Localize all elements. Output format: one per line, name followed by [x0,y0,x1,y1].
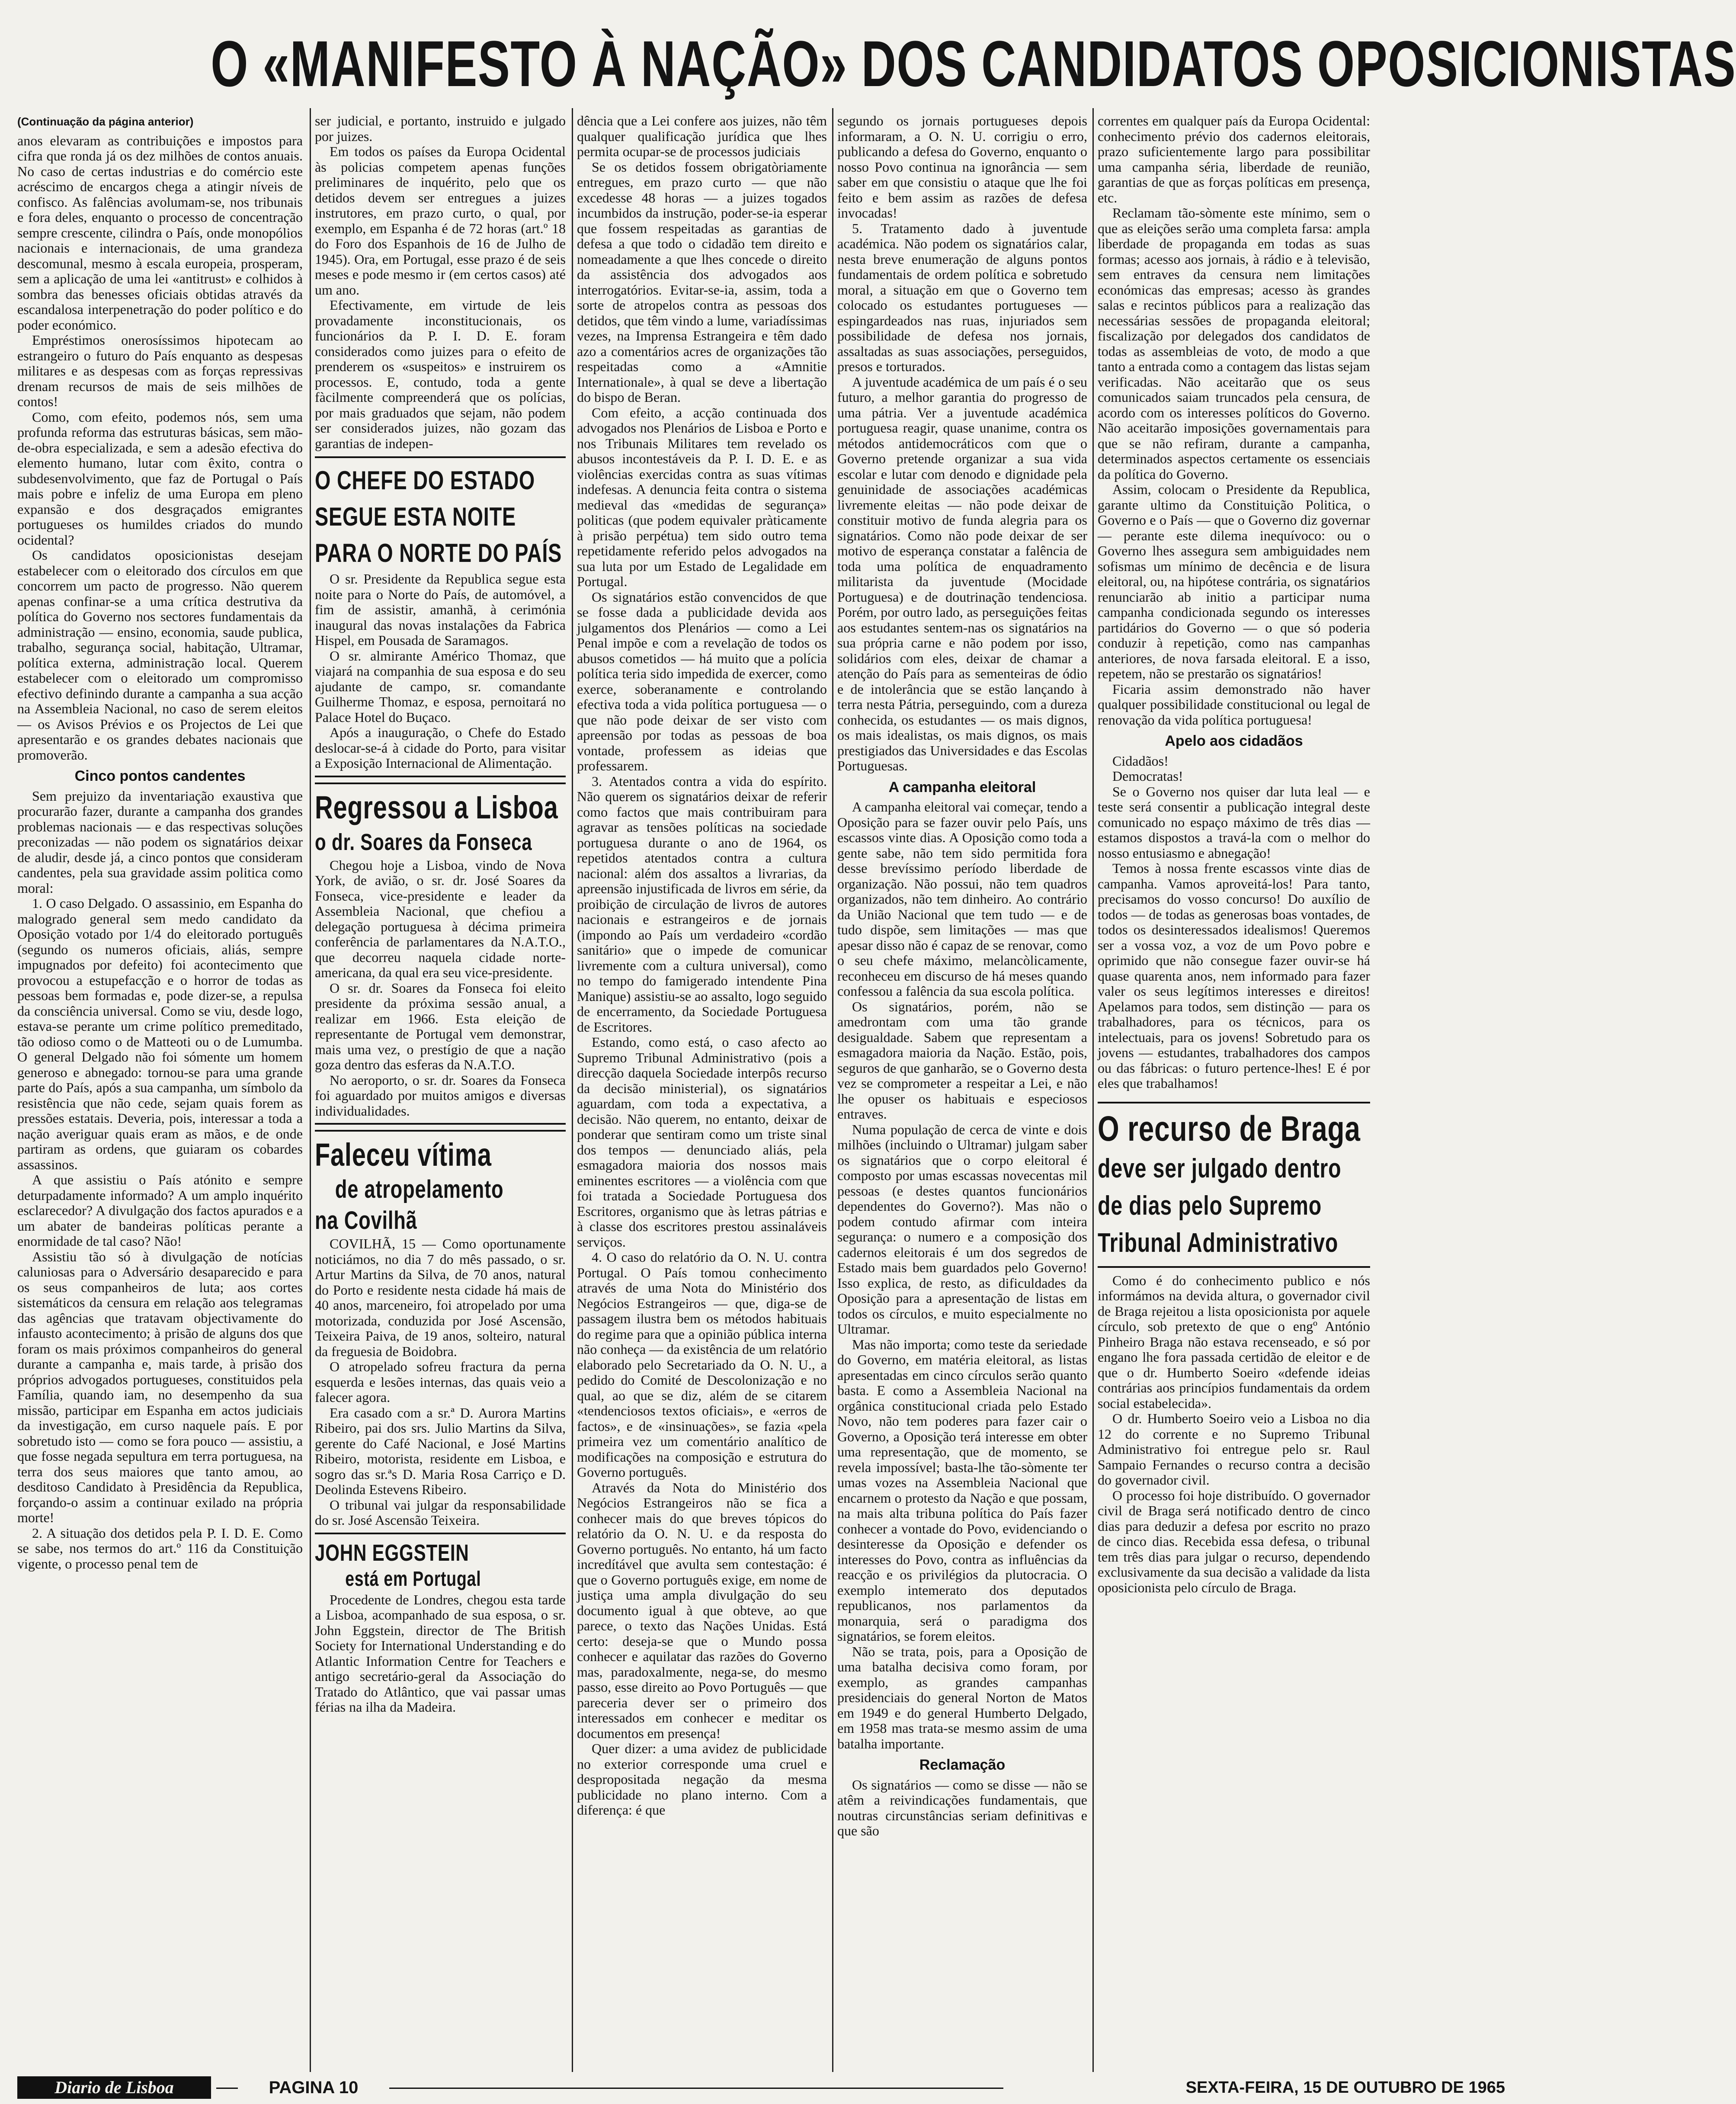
paragraph: Assistiu tão só à divulgação de notícias caluniosas para o Adversário desaparecido e para os seus companheiros de luta; aos cortes sistemáticos da censura em relação aos telegramas das agências que tratavam objectivamente do infausto acontecimento; à prisão de alguns dos que foram os mais próximos companheiros do general durante a campanha e, mais tarde, à prisão dos próprios advogados portugueses, constituidos pela Família, quando iam, no desempenho da sua missão, participar em Espanha em actos judiciais da investigação, em curso naquele país. E por sobretudo isto — como se fora pouco — assistiu, a que fosse negada sepultura em terra portuguesa, na terra dos seus maiores que tanto amou, ao desditoso Candidato à Presidência da Republica, forçando-o assim a continuar exilado na própria morte! [17,1248,303,1525]
column-rule [832,108,833,2072]
paragraph: Efectivamente, em virtude de leis provadamente inconstitucionais, os funcionários da P. I. D. E. foram considerados como juizes para o efeito de prenderem os «suspeitos» e instruirem os processos. E, contudo, toda a gente fàcilmente compreenderá que os polícias, por mais graduados que sejam, não podem ser considerados juizes, não gozam das garantias de indepen- [315,297,566,451]
paragraph: Numa população de cerca de vinte e dois milhões (incluindo o Ultramar) julgam saber os signatários que o corpo eleitoral é composto por umas escassas novecentas mil pessoas (e destes quantos funcionários dependentes do Governo?). Mas não o podem contudo afirmar com inteira segurança: o numero e a composição dos cadernos eleitorais é um dos segredos de Estado mais bem guardados pelo Governo! Isso explica, de resto, as dificuldades da Oposição para a apresentação de listas em todos os círculos, e muito especialmente no Ultramar. [837,1121,1087,1337]
news-headline: de dias pelo Supremo [1098,1190,1322,1221]
news-headline: Faleceu vítima [315,1137,492,1173]
paragraph: ser judicial, e portanto, instruido e julgado por juizes. [315,113,566,144]
article-column-4 [837,113,1087,2073]
paragraph: Os candidatos oposicionistas desejam estabelecer com o eleitorado dos círculos em que concorrem um pacto de progresso. Não querem apenas confinar-se a uma crítica destrutiva da política do Governo nos sectores fundamentais da administração — ensino, economia, saude publica, trabalho, segurança social, habitação, Ultramar, política externa, administração local. Querem estabelecer com o eleitorado um compromisso efectivo definindo durante a campanha a sua acção na Assembleia Nacional, no caso de serem eleitos — os Avisos Prévios e os Projectos de Lei que apresentarão e os grandes debates nacionais que promoverão. [17,547,303,763]
newspaper-masthead: Diario de Lisboa [17,2076,211,2099]
paragraph: Mas não importa; como teste da seriedade do Governo, em matéria eleitoral, as listas apresentadas em cinco círculos serão quanto basta. E como a Assembleia Nacional na orgânica constitucional criada pelo Estado Novo, não tem poderes para fazer cair o Governo, a Oposição terá interesse em obter uma representação, que de momento, se revela impossível; basta-lhe tão-sòmente ter umas vozes na Assembleia Nacional que encarnem o protesto da Nação e que possam, na mais alta tribuna política do País fazer conhecer a vontade do Povo, evidenciando o desinteresse da Oposição e defender os interesses do Povo, contra as influências da reacção e os privilégios da plutocracia. O exemplo intemerato dos deputados republicanos, nos parlamentos da monarquia, será o paradigma dos signatários, se forem eleitos. [837,1336,1087,1644]
news-headline-line: O CHEFE DO ESTADO [315,466,535,495]
column-rule [572,108,573,2072]
paragraph: 4. O caso do relatório da O. N. U. contra Portugal. O País tomou conhecimento através de uma Nota do Ministério dos Negócios Estrangeiros — que, diga-se de passagem ilustra bem os métodos habituais do regime para que a opinião pública interna não conheça — da existência de um relatório elaborado pelo Secretariado da O. N. U., a pedido do Comité de Descolonização e no qual, ao que se diz, além de se citarem «tendenciosos textos oficiais», e «erros de factos», e de «insinuações», se fazia «pela primeira vez um comentário analítico de modificações na composição e estrutura do Governo português. [577,1249,827,1480]
paragraph: Sem prejuizo da inventariação exaustiva que procurarão fazer, durante a campanha dos grandes problemas nacionais — e das respectivas soluções preconizadas — não podem os signatários deixar de aludir, desde já, a cinco pontos que consideram candentes, pela sua gravidade assim politica como moral: [17,788,303,896]
paragraph: Quer dizer: a uma avidez de publicidade no exterior corresponde uma cruel e despropositada negação da mesma publicidade no plano interno. Com a diferença: é que [577,1741,827,1818]
paragraph: Em todos os países da Europa Ocidental às policias competem apenas funções preliminares de inquérito, pelo que os detidos devem ser entregues a juizes instrutores, em prazo curto, o qual, por exemplo, em Espanha é de 72 horas (art.º 18 do Foro dos Espanhois de 16 de Julho de 1945). Ora, em Portugal, esse prazo é de seis meses e pode mesmo ir (em certos casos) até um ano. [315,144,566,298]
paragraph: O sr. Presidente da Republica segue esta noite para o Norte do País, de automóvel, a fim de assistir, amanhã, à cerimónia inaugural das novas instalações da Fabrica Hispel, em Pousada de Saramagos. [315,571,566,648]
news-headline: O recurso de Braga [1098,1109,1361,1148]
paragraph: Os signatários, porém, não se amedrontam com uma tão grande desigualdade. Sabem que representam a esmagadora maioria da Nação. Estão, pois, seguros de que ganharão, se o Governo desta vez se comprometer a respeitar a Lei, e não lhe opuser os habituais e especiosos entraves. [837,998,1087,1122]
paragraph: Não se trata, pois, para a Oposição de uma batalha decisiva como foram, por exemplo, as grandes campanhas presidenciais do general Norton de Matos em 1949 e do general Humberto Delgado, em 1958 mas trata-se mesmo assim de uma batalha importante. [837,1643,1087,1751]
article-column-5 [1098,113,1370,2073]
paragraph: Como é do conhecimento publico e nós informámos na devida altura, o governador civil de Braga rejeitou a lista oposicionista por aquele círculo, sob pretexto de que o engº António Pinheiro Braga não estava recenseado, e só por engano lhe fora passada certidão de eleitor e de que o dr. Humberto Soeiro «defende ideias contrárias aos princípios fundamentais da ordem social estabelecida». [1098,1272,1370,1411]
footer-rule [216,2088,238,2089]
paragraph: A campanha eleitoral vai começar, tendo a Oposição para se fazer ouvir pelo País, uns escassos vinte dias. A Oposição como toda a gente sabe, não tem sido permitida fora desse brevíssimo período liberdade de organização. Não possui, não tem quadros organizados, não tem dinheiro. Ao contrário da União Nacional que tem tudo — e de tudo dispõe, sem limitações — mas que apesar disso não é capaz de se renovar, como o seu chefe máximo, melancòlicamente, reconheceu em discurso de há meses quando confessou a falência da sua escola política. [837,799,1087,999]
news-subheadline: está em Portugal [345,1567,481,1591]
paragraph: O processo foi hoje distribuído. O governador civil de Braga será notificado dentro de cinco dias para deduzir a defesa por escrito no prazo de cinco dias. Recebida essa defesa, o tribunal tem três dias para julgar o recurso, dependendo exclusivamente da sua decisão a validade da lista oposicionista pelo círculo de Braga. [1098,1487,1370,1595]
paragraph: Com efeito, a acção continuada dos advogados nos Plenários de Lisboa e Porto e nos Tribunais Militares tem revelado os abusos incontestáveis da P. I. D. E. e as violências exercidas contra as suas vítimas indefesas. A denuncia feita contra o sistema medieval das «medidas de segurança» politicas (que podem equivaler pràticamente à prisão perpétua) tem sido outro tema repetidamente referido pelos advogados na sua luta por um Estado de Legalidade em Portugal. [577,404,827,589]
paragraph: COVILHÃ, 15 — Como oportunamente noticiámos, no dia 7 do mês passado, o sr. Artur Martins da Silva, de 70 anos, natural do Porto e residente nesta cidade há mais de 40 anos, marceneiro, foi atropelado por uma motorizada, conduzida por José Ascensão, Teixeira Paiva, de 19 anos, solteiro, natural da freguesia de Boidobra. [315,1236,566,1359]
news-headline: Tribunal Administrativo [1098,1228,1339,1258]
news-headline-line: SEGUE ESTA NOITE [315,502,516,531]
news-item-eggstein [315,1540,566,1715]
paragraph: Reclamam tão-sòmente este mínimo, sem o que as eleições serão uma completa farsa: ampla liberdade de propaganda em todas as suas formas; acesso aos jornais, à rádio e à televisão, sem entraves da censura nem limitações económicas das empresas; acesso às grandes salas e recintos públicos para a realização das necessárias sessões de propaganda eleitoral; fiscalização por delegados dos candidatos de todas as assembleias de voto, de modo a que tanto a entrada como a contagem das listas sejam verificadas. Não aceitarão que os seus comunicados saiam truncados pela censura, de acordo com os interesses políticos do Governo. Não aceitarão imposições governamentais para que se não refiram, durante a campanha, determinados aspectos certamente os essenciais da política do Governo. [1098,205,1370,482]
paragraph: 1. O caso Delgado. O assassinio, em Espanha do malogrado general sem medo candidato da Oposição votado por 1/4 do eleitorado português (segundo os numeros oficiais, aliás, sempre impugnados por defeito) foi acontecimento que provocou a estupefacção e o horror de todas as pessoas bem formadas e, pode dizer-se, a repulsa da consciência universal. Como se viu, desde logo, estava-se perante um crime político premeditado, tão odioso como o de Matteoti ou o de Lumumba. O general Delgado não foi sómente um homem generoso e abnegado: tornou-se para uma grande parte do País, após a sua campanha, um símbolo da resistência que não cede, sejam quais forem as pressões estatais. Deveria, pois, interessar a toda a nação averiguar quais eram as mãos, e de onde partiram as ordens, que guiaram os cobardes assassinos. [17,895,303,1172]
article-column-2 [315,113,566,2073]
paragraph: Temos à nossa frente escassos vinte dias de campanha. Vamos aproveitá-los! Para tanto, precisamos do vosso concurso! Do auxílio de todos — de todas as generosas boas vontades, de todos os desinteressados idealismos! Queremos ser a vossa voz, a voz de um Povo pobre e oprimido que não consegue fazer ouvir-se há quase quarenta anos, nem informado para fazer valer os seus legítimos interesses e direitos! Apelamos para todos, sem distinção — para os trabalhadores, para os técnicos, para os intelectuais, para os jovens! Sobretudo para os jovens — estudantes, trabalhadores dos campos ou das fábricas: o futuro pertence-lhes! E é por eles que trabalhamos! [1098,860,1370,1091]
paragraph: Como, com efeito, podemos nós, sem uma profunda reforma das estruturas básicas, sem mão-de-obra especializada, e sem a adesão efectiva do elemento humano, lutar com êxito, contra o subdesenvolvimento, que faz de Portugal o País mais pobre e infeliz de uma Europa em pleno expansão e dos desgraçados emigrantes portugueses os humildes criados do mundo ocidental? [17,409,303,548]
article-column-1 [17,113,303,2073]
subheading: A campanha eleitoral [888,779,1036,795]
paragraph: Assim, colocam o Presidente da Republica, garante ultimo da Constituição Politica, o Governo e o País — que o Governo diz governar — perante este dilema inequívoco: ou o Governo lhes assegura sem ambiguidades nem sofismas um mínimo de decência e de lisura eleitoral, ou, na hipótese contrária, os signatários renunciarão ab initio a participar numa campanha condicionada segundo os interesses partidários do Governo — o que só poderia conduzir à repetição, como nas campanhas anteriores, de nova farsada eleitoral. E a isso, repetem, não se prestarão os signatários! [1098,481,1370,681]
paragraph: segundo os jornais portugueses depois informaram, a O. N. U. corrigiu o erro, publicando a defesa do Governo, enquanto o nosso Povo continua na ignorância — sem saber em que consistiu o ataque que lhe foi feito e bem assim as razões de defesa invocadas! [837,113,1087,221]
paragraph: Se os detidos fossem obrigatòriamente entregues, em prazo curto — que não excedesse 48 horas — a juizes togados incumbidos da instrução, poder-se-ia esperar que fossem respeitadas as garantias de defesa a que todo o cidadão tem direito e nomeadamente a que lhes concede o direito da assistência dos advogados aos interrogatórios. Evitar-se-ia, assim, toda a sorte de atropelos contra as pessoas dos detidos, que têm vindo a lume, variadíssimas vezes, na Imprensa Estrangeira e têm dado azo a comentários acres de organizações tão respeitadas como a «Amnitie Internationale», à qual se deve a libertação do bispo de Beran. [577,159,827,405]
paragraph: O atropelado sofreu fractura da perna esquerda e lesões internas, das quais veio a falecer agora. [315,1359,566,1405]
news-headline: deve ser julgado dentro [1098,1153,1342,1184]
paragraph: Após a inauguração, o Chefe do Estado deslocar-se-á à cidade do Porto, para visitar a Exposição Internacional de Alimentação. [315,725,566,771]
news-headline: JOHN EGGSTEIN [315,1540,469,1566]
exclamation-line: Democratas! [1112,768,1183,784]
subheading: Apelo aos cidadãos [1165,733,1303,749]
subheading: Cinco pontos candentes [74,768,246,784]
exclamation-line: Cidadãos! [1112,753,1169,769]
paragraph: O sr. almirante Américo Thomaz, que viajará na companhia de sua esposa e do seu ajudante de campo, sr. comandante Guilherme Thomaz, e esposa, pernoitará no Palace Hotel do Buçaco. [315,648,566,725]
column-rule [310,108,311,2072]
page-banner-headline: O «MANIFESTO À NAÇÃO» DOS CANDIDATOS OPOSICIONISTAS [211,27,1736,100]
issue-date: SEXTA-FEIRA, 15 DE OUTUBRO DE 1965 [1185,2078,1505,2097]
paragraph: Os signatários estão convencidos de que se fosse dada a publicidade devida aos julgamentos dos Plenários — como a Lei Penal impõe e com a revelação de todos os abusos cometidos — há muito que a polícia política teria sido impedida de exercer, como exerce, soberanamente e controlando efectiva toda a vida política portuguesa — o que não pode deixar de ser visto com apreensão por todas as pessoas de boa vontade, professem as ideias que professarem. [577,589,827,773]
paragraph: A que assistiu o País atónito e sempre deturpadamente informado? A um amplo inquérito esclarecedor? A divulgação dos factos apurados e a um abater de bandeiras políticas perante a enormidade de tal caso? Não! [17,1172,303,1249]
news-item-chefe-estado [315,456,566,777]
news-headline: de atropelamento [335,1175,504,1203]
paragraph: O dr. Humberto Soeiro veio a Lisboa no dia 12 do corrente e no Supremo Tribunal Administrativo foi entregue pelo sr. Raul Sampaio Fernandes o recurso contra a decisão do governador civil. [1098,1411,1370,1488]
paragraph: Chegou hoje a Lisboa, vindo de Nova York, de avião, o sr. dr. José Soares da Fonseca, vice-presidente e leader da Assembleia Nacional, que chefiou a delegação portuguesa à décima primeira conferência de parlamentares da N.A.T.O., que decorreu naquela cidade norte-americana, da qual era seu vice-presidente. [315,857,566,980]
paragraph: No aeroporto, o sr. dr. Soares da Fonseca foi aguardado por muitos amigos e diversas individualidades. [315,1072,566,1119]
subheading: Reclamação [919,1757,1006,1773]
news-subheadline: o dr. Soares da Fonseca [315,829,532,855]
paragraph: dência que a Lei confere aos juizes, não têm qualquer qualificação jurídica que lhes permita ocupar-se de processos judiciais [577,113,827,159]
page-number: PAGINA 10 [269,2078,359,2097]
paragraph: O tribunal vai julgar da responsabilidade do sr. José Ascensão Teixeira. [315,1497,566,1528]
paragraph: 2. A situação dos detidos pela P. I. D. E. Como se sabe, nos termos do art.º 116 da Constituição vigente, o processo penal tem de [17,1525,303,1572]
news-item-recurso-braga [1098,1102,1370,1268]
article-column-3 [577,113,827,2073]
paragraph: Procedente de Londres, chegou esta tarde a Lisboa, acompanhado de sua esposa, o sr. John Eggstein, director de The British Society for International Understanding e do Atlantic Information Centre for Teachers e antigo secretário-geral da Associação do Tratado do Atlântico, que vai passar umas férias na ilha da Madeira. [315,1591,566,1715]
paragraph: Estando, como está, o caso afecto ao Supremo Tribunal Administrativo (pois a direcção daquela Sociedade interpôs recurso da decisão ministerial), os signatários aguardam, com toda a expectativa, a decisão. Não querem, no entanto, deixar de ponderar que sentiram como um triste sinal dos tempos — denunciado aliás, pela esmagadora maioria dos nossos mais eminentes escritores — a violência com que foi tratada a Sociedade Portuguesa dos Escritores, organismo que às letras pátrias e à classe dos escritores prestou assinaláveis serviços. [577,1034,827,1250]
paragraph: Ficaria assim demonstrado não haver qualquer possibilidade constitucional ou legal de renovação da vida política portuguesa! [1098,681,1370,728]
paragraph: Se o Governo nos quiser dar luta leal — e teste será consentir a publicação integral deste comunicado no espaço máximo de três dias — estamos dispostos a travá-la com o melhor do nosso entusiasmo e abnegação! [1098,783,1370,861]
news-item-covilha [315,1130,566,1534]
news-headline: Regressou a Lisboa [315,789,558,825]
paragraph: Empréstimos onerosíssimos hipotecam ao estrangeiro o futuro do País enquanto as despesas militares e as despesas com as forças repressivas drenam recursos de mais de seis milhões de contos! [17,332,303,409]
continuation-label: (Continuação da página anterior) [17,115,194,128]
news-headline: na Covilhã [315,1206,417,1235]
footer-rule [389,2088,1003,2089]
paragraph: anos elevaram as contribuições e impostos para cifra que ronda já os dez milhões de contos anuais. No caso de certas industrias e do comércio este acréscimo de encargos chega a atingir níveis de confisco. As falências avolumam-se, nos tribunais e fora deles, enquanto o processo de concentração sempre crescente, cilindra o País, onde monopólios nacionais e internacionais, de uma grandeza descomunal, mesmo à escala europeia, prosperam, sem a aplicação de uma lei «antitrust» e colhidos à sombra das benesses oficiais obtidas através da escandalosa interpenetração do poder político e do poder económico. [17,132,303,333]
paragraph: Os signatários — como se disse — não se atêm a reivindicações fundamentais, que noutras circunstâncias seriam definitivas e que são [837,1777,1087,1838]
paragraph: 3. Atentados contra a vida do espírito. Não querem os signatários deixar de referir como factos que mais contribuiram para agravar as tensões políticas na sociedade portuguesa durante o ano de 1964, os repetidos atentados contra a cultura nacional: além dos assaltos a livrarias, da apreensão injustificada de livros em série, da proibição de circulação de livros de autores nacionais e estrangeiros e de jornais (impondo ao País um verdadeiro «cordão sanitário» que o impede de comunicar livremente com a cultura universal), como no tempo do famigerado intendente Pina Manique) assistiu-se ao assalto, logo seguido de encerramento, da Sociedade Portuguesa de Escritores. [577,773,827,1035]
news-item-soares-fonseca [315,783,566,1125]
paragraph: Era casado com a sr.ª D. Aurora Martins Ribeiro, pai dos srs. Julio Martins da Silva, gerente do Café Nacional, e José Martins Ribeiro, motorista, residente em Lisboa, e sogro das sr.ªs D. Maria Rosa Carriço e D. Deolinda Estevens Ribeiro. [315,1405,566,1497]
paragraph: 5. Tratamento dado à juventude académica. Não podem os signatários calar, nesta breve enumeração de alguns pontos fundamentais de ordem política e sobretudo moral, a situação em que o Governo tem colocado os estudantes portugueses — espingardeados nas ruas, injuriados sem possibilidade de defesa nos jornais, assaltadas as suas associações, perseguidos, presos e torturados. [837,220,1087,374]
paragraph: A juventude académica de um país é o seu futuro, a melhor garantia do progresso de uma pátria. Ver a juventude académica portuguesa reagir, quase unanime, contra os métodos antidemocráticos com que o Governo pretende organizar a sua vida escolar e lutar com denodo e dignidade pela genuinidade de associações académicas livremente eleitas — não pode deixar de constituir motivo de funda alegria para os signatários. Como não pode deixar de ser motivo de esperança constatar a falência de toda uma política de enquadramento militarista da juventude (Mocidade Portuguesa) e de doutrinação tendenciosa. Porém, por outro lado, as perseguições feitas aos estudantes sentem-nas os signatários na sua própria carne e não podem por isso, solidários com eles, deixar de chamar a atenção do País para as sementeiras de ódio e de intolerância que se estão lançando à terra nesta Pátria, perseguindo, com a dureza conhecida, os estudantes — os mais dignos, os mais idealistas, os mais dignos, os mais prestigiados das Universidades e das Escolas Portuguesas. [837,374,1087,773]
column-rule [1092,108,1094,2072]
paragraph: Através da Nota do Ministério dos Negócios Estrangeiros não se fica a conhecer mais do que breves tópicos do relatório da O. N. U. e da resposta do Governo português. No entanto, há um facto incredítável que avulta sem contestação: é que o Governo português exige, em nome de justiça uma ampla divulgação do seu documento igual à que obteve, ao que parece, o texto das Nações Unidas. Está certo: deseja-se que o Mundo possa conhecer e aquilatar das razões do Governo mas, paradoxalmente, nega-se, do mesmo passo, esse direito ao Povo Português — que pareceria dever ser o primeiro dos interessados em conhecer e meditar os documentos em presença! [577,1479,827,1741]
paragraph: O sr. dr. Soares da Fonseca foi eleito presidente da próxima sessão anual, a realizar em 1966. Esta eleição de representante de Portugal vem demonstrar, mais uma vez, o prestígio de que a nação goza dentro das esferas da N.A.T.O. [315,980,566,1072]
news-headline-line: PARA O NORTE DO PAÍS [315,539,562,568]
paragraph: correntes em qualquer país da Europa Ocidental: conhecimento prévio dos cadernos eleitorais, prazo suficientemente largo para possibilitar uma campanha séria, liberdade de reunião, garantias de que as forças políticas em presença, etc. [1098,113,1370,205]
